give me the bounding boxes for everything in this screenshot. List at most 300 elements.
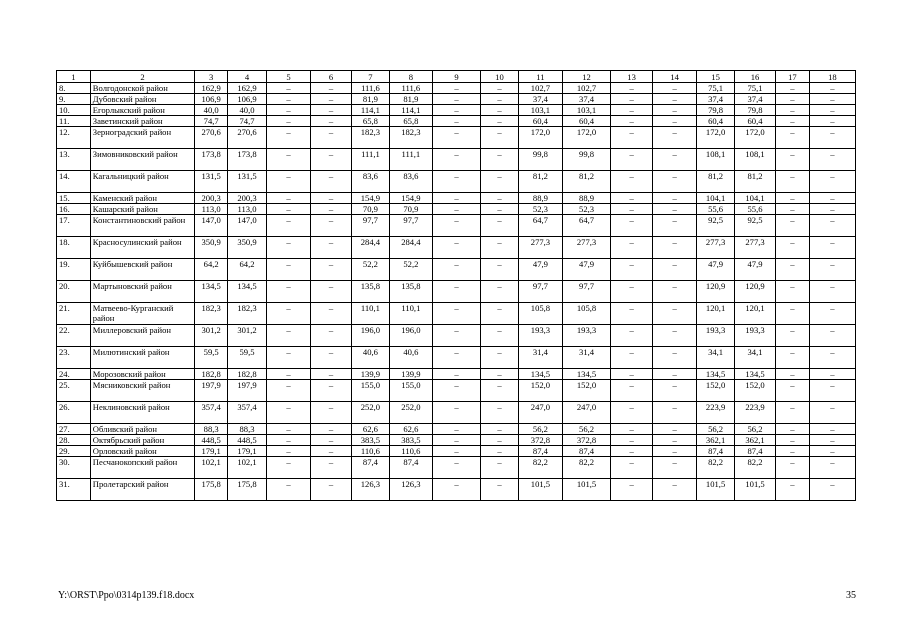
value-cell: 92,5: [735, 215, 776, 237]
value-cell: 81,2: [518, 171, 562, 193]
value-cell: 104,1: [735, 193, 776, 204]
value-cell: –: [653, 94, 697, 105]
value-cell: 120,1: [735, 303, 776, 325]
value-cell: 108,1: [697, 149, 735, 171]
value-cell: –: [611, 127, 653, 149]
value-cell: 81,2: [697, 171, 735, 193]
value-cell: –: [809, 325, 855, 347]
value-cell: 152,0: [697, 380, 735, 402]
district-name-cell: Пролетарский район: [90, 479, 194, 501]
value-cell: –: [611, 325, 653, 347]
value-cell: –: [481, 259, 519, 281]
value-cell: 37,4: [735, 94, 776, 105]
value-cell: –: [481, 94, 519, 105]
value-cell: 87,4: [389, 457, 432, 479]
value-cell: –: [611, 369, 653, 380]
value-cell: 162,9: [195, 83, 228, 94]
column-header: 17: [776, 71, 810, 83]
value-cell: 83,6: [389, 171, 432, 193]
value-cell: –: [653, 149, 697, 171]
value-cell: –: [266, 347, 310, 369]
column-header: 12: [562, 71, 610, 83]
value-cell: –: [611, 479, 653, 501]
value-cell: 56,2: [518, 424, 562, 435]
value-cell: 270,6: [195, 127, 228, 149]
value-cell: 196,0: [389, 325, 432, 347]
data-table: [56, 70, 856, 501]
value-cell: –: [481, 424, 519, 435]
value-cell: –: [611, 149, 653, 171]
value-cell: 277,3: [735, 237, 776, 259]
value-cell: 120,9: [697, 281, 735, 303]
value-cell: –: [266, 259, 310, 281]
row-number-cell: 16.: [57, 204, 91, 215]
row-number-cell: 25.: [57, 380, 91, 402]
value-cell: 75,1: [735, 83, 776, 94]
district-name-cell: Дубовский район: [90, 94, 194, 105]
value-cell: –: [653, 281, 697, 303]
district-name-cell: Кашарский район: [90, 204, 194, 215]
value-cell: –: [611, 83, 653, 94]
table-row: [57, 457, 856, 479]
value-cell: 448,5: [228, 435, 267, 446]
value-cell: –: [481, 303, 519, 325]
value-cell: 40,0: [228, 105, 267, 116]
value-cell: 64,7: [562, 215, 610, 237]
value-cell: 88,9: [562, 193, 610, 204]
table-row: [57, 281, 856, 303]
table-row: [57, 424, 856, 435]
value-cell: 193,3: [518, 325, 562, 347]
value-cell: –: [653, 116, 697, 127]
value-cell: –: [809, 149, 855, 171]
value-cell: –: [481, 127, 519, 149]
district-name-cell: Мясниковский район: [90, 380, 194, 402]
value-cell: 155,0: [389, 380, 432, 402]
value-cell: 37,4: [697, 94, 735, 105]
value-cell: –: [432, 193, 480, 204]
value-cell: –: [266, 380, 310, 402]
value-cell: –: [311, 369, 352, 380]
value-cell: 111,6: [351, 83, 389, 94]
value-cell: 182,8: [195, 369, 228, 380]
value-cell: –: [653, 369, 697, 380]
value-cell: –: [611, 457, 653, 479]
value-cell: –: [776, 380, 810, 402]
table-row: [57, 303, 856, 325]
value-cell: 34,1: [735, 347, 776, 369]
value-cell: –: [611, 237, 653, 259]
value-cell: 126,3: [351, 479, 389, 501]
district-name-cell: Егорлыкский район: [90, 105, 194, 116]
value-cell: 87,4: [697, 446, 735, 457]
district-name-cell: Зимовниковский район: [90, 149, 194, 171]
value-cell: –: [653, 105, 697, 116]
row-number-cell: 17.: [57, 215, 91, 237]
value-cell: 104,1: [697, 193, 735, 204]
value-cell: 113,0: [195, 204, 228, 215]
value-cell: –: [776, 347, 810, 369]
value-cell: –: [653, 457, 697, 479]
value-cell: 74,7: [195, 116, 228, 127]
value-cell: –: [311, 193, 352, 204]
value-cell: 70,9: [351, 204, 389, 215]
value-cell: –: [653, 347, 697, 369]
value-cell: –: [481, 446, 519, 457]
district-name-cell: Зерноградский район: [90, 127, 194, 149]
value-cell: 40,6: [389, 347, 432, 369]
value-cell: –: [776, 281, 810, 303]
value-cell: –: [311, 171, 352, 193]
value-cell: –: [809, 105, 855, 116]
value-cell: –: [809, 215, 855, 237]
value-cell: –: [266, 325, 310, 347]
value-cell: –: [809, 402, 855, 424]
value-cell: 383,5: [389, 435, 432, 446]
row-number-cell: 19.: [57, 259, 91, 281]
district-name-cell: Морозовский район: [90, 369, 194, 380]
value-cell: 196,0: [351, 325, 389, 347]
value-cell: 357,4: [195, 402, 228, 424]
value-cell: –: [432, 259, 480, 281]
value-cell: –: [776, 204, 810, 215]
column-header: 13: [611, 71, 653, 83]
value-cell: 62,6: [351, 424, 389, 435]
value-cell: 350,9: [228, 237, 267, 259]
value-cell: –: [653, 446, 697, 457]
value-cell: –: [432, 446, 480, 457]
value-cell: 97,7: [351, 215, 389, 237]
value-cell: 110,6: [389, 446, 432, 457]
value-cell: –: [809, 369, 855, 380]
value-cell: 40,0: [195, 105, 228, 116]
value-cell: 102,1: [228, 457, 267, 479]
value-cell: –: [311, 94, 352, 105]
value-cell: –: [776, 171, 810, 193]
value-cell: 147,0: [228, 215, 267, 237]
table-row: [57, 325, 856, 347]
row-number-cell: 14.: [57, 171, 91, 193]
value-cell: –: [481, 369, 519, 380]
value-cell: 82,2: [697, 457, 735, 479]
value-cell: 247,0: [518, 402, 562, 424]
value-cell: –: [481, 215, 519, 237]
value-cell: –: [809, 479, 855, 501]
column-header: 18: [809, 71, 855, 83]
value-cell: 131,5: [228, 171, 267, 193]
column-header: 7: [351, 71, 389, 83]
value-cell: –: [776, 193, 810, 204]
value-cell: –: [776, 105, 810, 116]
row-number-cell: 20.: [57, 281, 91, 303]
value-cell: –: [311, 435, 352, 446]
page-number: 35: [846, 590, 856, 601]
value-cell: 102,7: [518, 83, 562, 94]
value-cell: –: [809, 237, 855, 259]
value-cell: 103,1: [518, 105, 562, 116]
value-cell: –: [311, 457, 352, 479]
value-cell: 277,3: [697, 237, 735, 259]
table-header-row: [57, 71, 856, 83]
value-cell: –: [266, 435, 310, 446]
value-cell: –: [311, 479, 352, 501]
value-cell: 103,1: [562, 105, 610, 116]
value-cell: –: [809, 347, 855, 369]
value-cell: –: [311, 127, 352, 149]
value-cell: –: [481, 347, 519, 369]
value-cell: –: [481, 204, 519, 215]
value-cell: 111,1: [389, 149, 432, 171]
value-cell: 301,2: [195, 325, 228, 347]
value-cell: 97,7: [518, 281, 562, 303]
value-cell: 193,3: [697, 325, 735, 347]
table-row: [57, 215, 856, 237]
value-cell: –: [432, 215, 480, 237]
value-cell: 88,3: [195, 424, 228, 435]
value-cell: 172,0: [562, 127, 610, 149]
value-cell: –: [809, 259, 855, 281]
table-row: [57, 127, 856, 149]
value-cell: 223,9: [735, 402, 776, 424]
value-cell: –: [432, 83, 480, 94]
row-number-cell: 22.: [57, 325, 91, 347]
row-number-cell: 10.: [57, 105, 91, 116]
value-cell: 97,7: [389, 215, 432, 237]
value-cell: –: [266, 105, 310, 116]
value-cell: 152,0: [735, 380, 776, 402]
value-cell: –: [481, 237, 519, 259]
value-cell: –: [432, 149, 480, 171]
value-cell: –: [311, 325, 352, 347]
value-cell: 179,1: [228, 446, 267, 457]
row-number-cell: 12.: [57, 127, 91, 149]
value-cell: 60,4: [697, 116, 735, 127]
row-number-cell: 15.: [57, 193, 91, 204]
table-row: [57, 237, 856, 259]
district-name-cell: Милютинский район: [90, 347, 194, 369]
table-row: [57, 380, 856, 402]
value-cell: 82,2: [518, 457, 562, 479]
row-number-cell: 9.: [57, 94, 91, 105]
value-cell: –: [266, 303, 310, 325]
value-cell: –: [776, 116, 810, 127]
value-cell: –: [776, 303, 810, 325]
column-header: 3: [195, 71, 228, 83]
value-cell: 134,5: [562, 369, 610, 380]
value-cell: –: [266, 446, 310, 457]
value-cell: –: [432, 127, 480, 149]
value-cell: –: [776, 83, 810, 94]
value-cell: –: [311, 402, 352, 424]
value-cell: –: [266, 127, 310, 149]
value-cell: 106,9: [195, 94, 228, 105]
value-cell: –: [311, 259, 352, 281]
value-cell: –: [311, 347, 352, 369]
value-cell: –: [481, 83, 519, 94]
value-cell: 139,9: [351, 369, 389, 380]
value-cell: –: [266, 83, 310, 94]
value-cell: –: [481, 325, 519, 347]
value-cell: 108,1: [735, 149, 776, 171]
value-cell: 175,8: [228, 479, 267, 501]
row-number-cell: 11.: [57, 116, 91, 127]
table-row: [57, 116, 856, 127]
value-cell: 223,9: [697, 402, 735, 424]
value-cell: –: [611, 116, 653, 127]
value-cell: –: [311, 215, 352, 237]
value-cell: –: [311, 424, 352, 435]
value-cell: 193,3: [735, 325, 776, 347]
value-cell: 131,5: [195, 171, 228, 193]
value-cell: –: [776, 369, 810, 380]
value-cell: 92,5: [697, 215, 735, 237]
value-cell: –: [311, 116, 352, 127]
column-header: 14: [653, 71, 697, 83]
table-row: [57, 479, 856, 501]
district-name-cell: Мартыновский район: [90, 281, 194, 303]
value-cell: 59,5: [228, 347, 267, 369]
value-cell: 120,1: [697, 303, 735, 325]
value-cell: –: [266, 94, 310, 105]
value-cell: –: [432, 237, 480, 259]
column-header: 16: [735, 71, 776, 83]
column-header: 4: [228, 71, 267, 83]
value-cell: –: [611, 424, 653, 435]
value-cell: 75,1: [697, 83, 735, 94]
table-row: [57, 105, 856, 116]
value-cell: 101,5: [562, 479, 610, 501]
value-cell: 82,2: [562, 457, 610, 479]
district-name-cell: Миллеровский район: [90, 325, 194, 347]
value-cell: 172,0: [697, 127, 735, 149]
value-cell: –: [653, 325, 697, 347]
value-cell: 134,5: [735, 369, 776, 380]
value-cell: –: [432, 435, 480, 446]
value-cell: –: [266, 479, 310, 501]
value-cell: –: [653, 424, 697, 435]
value-cell: –: [653, 402, 697, 424]
value-cell: 126,3: [389, 479, 432, 501]
value-cell: 193,3: [562, 325, 610, 347]
value-cell: –: [432, 204, 480, 215]
value-cell: –: [311, 204, 352, 215]
value-cell: 179,1: [195, 446, 228, 457]
value-cell: –: [611, 215, 653, 237]
value-cell: –: [311, 281, 352, 303]
value-cell: 81,2: [735, 171, 776, 193]
value-cell: 82,2: [735, 457, 776, 479]
row-number-cell: 13.: [57, 149, 91, 171]
value-cell: 182,3: [195, 303, 228, 325]
value-cell: –: [611, 380, 653, 402]
district-name-cell: Обливский район: [90, 424, 194, 435]
value-cell: 47,9: [518, 259, 562, 281]
value-cell: 74,7: [228, 116, 267, 127]
value-cell: 134,5: [195, 281, 228, 303]
value-cell: 106,9: [228, 94, 267, 105]
table-row: [57, 149, 856, 171]
value-cell: 83,6: [351, 171, 389, 193]
value-cell: 99,8: [562, 149, 610, 171]
table-row: [57, 83, 856, 94]
value-cell: 55,6: [697, 204, 735, 215]
value-cell: 31,4: [562, 347, 610, 369]
value-cell: –: [311, 380, 352, 402]
value-cell: 197,9: [228, 380, 267, 402]
value-cell: –: [481, 149, 519, 171]
value-cell: 247,0: [562, 402, 610, 424]
value-cell: 111,1: [351, 149, 389, 171]
value-cell: –: [776, 435, 810, 446]
value-cell: –: [809, 303, 855, 325]
value-cell: 362,1: [735, 435, 776, 446]
value-cell: –: [776, 127, 810, 149]
value-cell: –: [266, 149, 310, 171]
district-name-cell: Неклиновский район: [90, 402, 194, 424]
district-name-cell: Каменский район: [90, 193, 194, 204]
district-name-cell: Красносулинский район: [90, 237, 194, 259]
value-cell: 99,8: [518, 149, 562, 171]
value-cell: 182,3: [389, 127, 432, 149]
value-cell: –: [611, 171, 653, 193]
value-cell: 135,8: [351, 281, 389, 303]
row-number-cell: 24.: [57, 369, 91, 380]
district-name-cell: Матвеево-Курганский район: [90, 303, 194, 325]
value-cell: –: [809, 380, 855, 402]
value-cell: –: [653, 127, 697, 149]
value-cell: –: [266, 281, 310, 303]
value-cell: –: [776, 325, 810, 347]
value-cell: –: [432, 303, 480, 325]
table-row: [57, 204, 856, 215]
value-cell: –: [653, 237, 697, 259]
value-cell: 154,9: [389, 193, 432, 204]
value-cell: 79,8: [735, 105, 776, 116]
value-cell: 64,7: [518, 215, 562, 237]
value-cell: –: [776, 94, 810, 105]
value-cell: 113,0: [228, 204, 267, 215]
value-cell: –: [776, 237, 810, 259]
value-cell: –: [653, 259, 697, 281]
value-cell: –: [432, 116, 480, 127]
value-cell: 372,8: [518, 435, 562, 446]
value-cell: –: [809, 83, 855, 94]
value-cell: –: [809, 116, 855, 127]
value-cell: –: [311, 105, 352, 116]
value-cell: 172,0: [518, 127, 562, 149]
value-cell: 175,8: [195, 479, 228, 501]
value-cell: –: [809, 424, 855, 435]
value-cell: 182,3: [228, 303, 267, 325]
value-cell: 134,5: [518, 369, 562, 380]
row-number-cell: 18.: [57, 237, 91, 259]
value-cell: –: [809, 171, 855, 193]
row-number-cell: 8.: [57, 83, 91, 94]
value-cell: –: [266, 369, 310, 380]
value-cell: 448,5: [195, 435, 228, 446]
value-cell: 114,1: [351, 105, 389, 116]
value-cell: 383,5: [351, 435, 389, 446]
value-cell: –: [481, 193, 519, 204]
value-cell: –: [611, 303, 653, 325]
value-cell: 102,1: [195, 457, 228, 479]
value-cell: –: [481, 281, 519, 303]
value-cell: 182,3: [351, 127, 389, 149]
value-cell: 252,0: [351, 402, 389, 424]
value-cell: 37,4: [562, 94, 610, 105]
value-cell: –: [809, 204, 855, 215]
value-cell: –: [776, 402, 810, 424]
